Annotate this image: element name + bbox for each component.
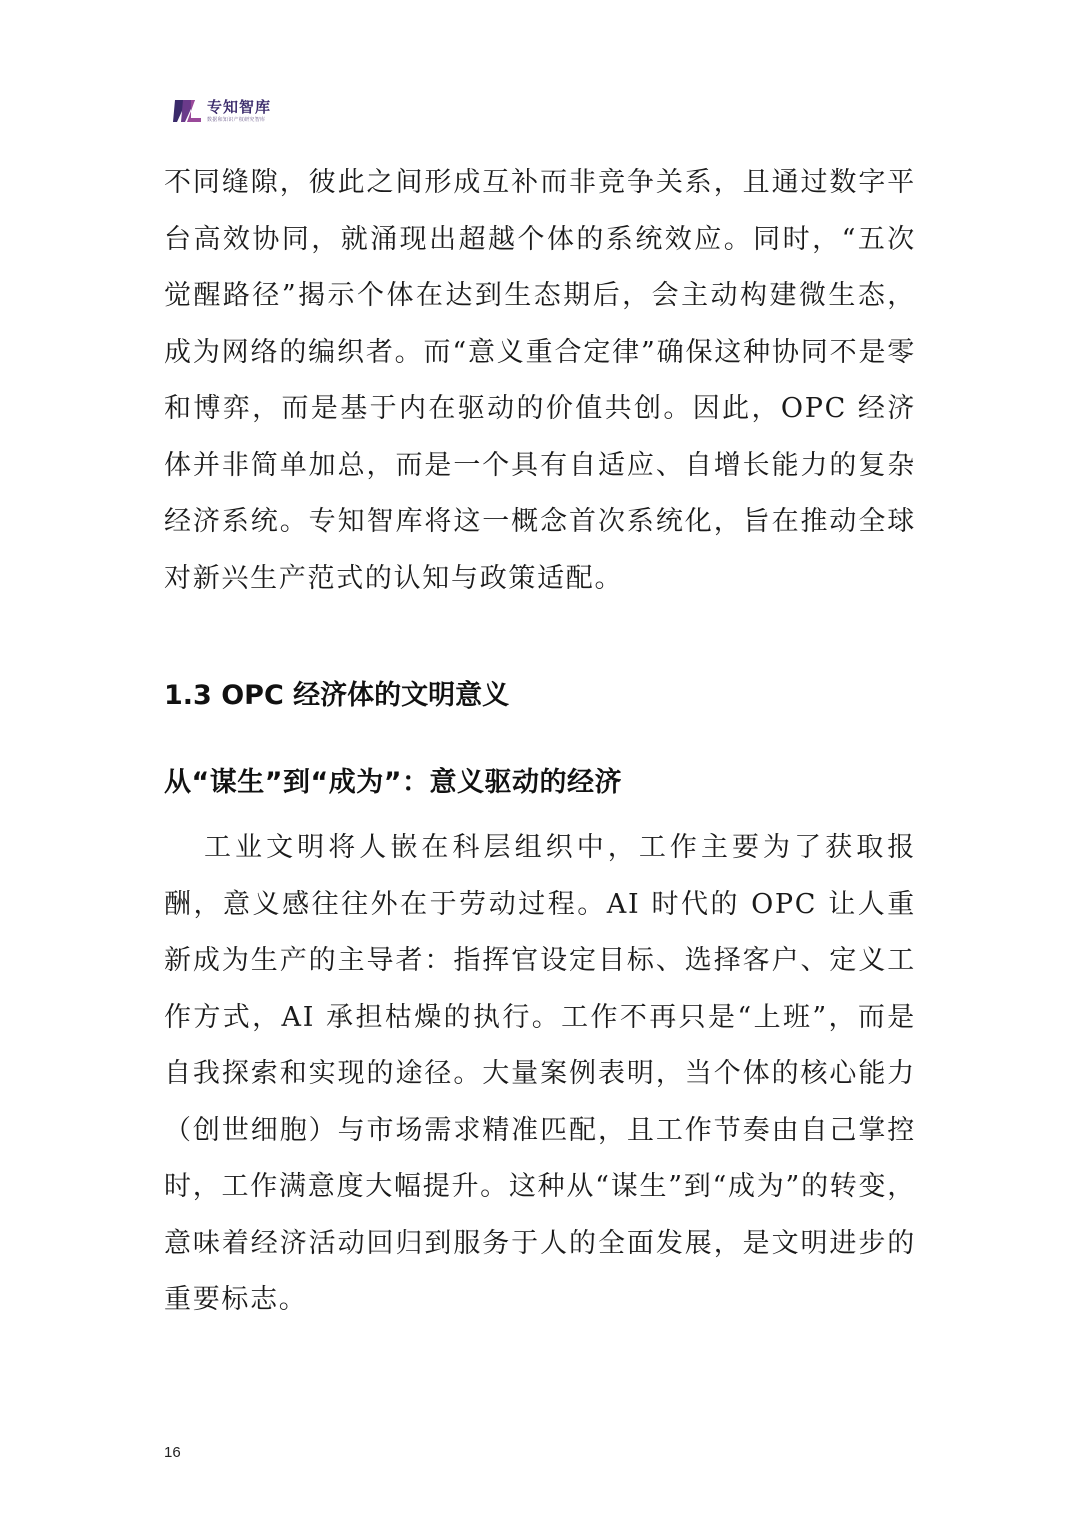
section-heading: 1.3 OPC 经济体的文明意义 (164, 680, 510, 711)
logo-title: 专知智库 (207, 97, 272, 116)
body-content-2 (164, 820, 916, 1329)
paragraph-1: 不同缝隙，彼此之间形成互补而非竞争关系，且通过数字平台高效协同，就涌现出超越个体的系统效应。同时，“五次觉醒路径”揭示个体在达到生态期后，会主动构建微生态，成为网络的编织者。而“意义重合定律”确保这种协同不是零和博弈，而是基于内在驱动的价值共创。因此，OPC 经济体并非简单加总，而是一个具有自适应、自增长能力的复杂经济系统。专知智库将这一概念首次系统化，旨在推动全球对新兴生产范式的认知与政策适配。 (164, 167, 916, 594)
paragraph-2: 工业文明将人嵌在科层组织中，工作主要为了获取报酬，意义感往往外在于劳动过程。AI 时代的 OPC 让人重新成为生产的主导者：指挥官设定目标、选择客户、定义工作方式，AI 承担枯燥的执行。工作不再只是“上班”，而是自我探索和实现的途径。大量案例表明，当个体的核心能力（创世细胞）与市场需求精准匹配，且工作节奏由自己掌控时，工作满意度大幅提升。这种从“谋生”到“成为”的转变，意味着经济活动回归到服务于人的全面发展，是文明进步的重要标志。 (164, 832, 916, 1315)
header-logo (173, 98, 271, 124)
logo-icon (173, 98, 203, 124)
page-number: 16 (164, 1444, 181, 1461)
logo-subtitle: 数据和知识产权研究智库 (207, 116, 266, 123)
body-content (164, 155, 916, 607)
sub-heading: 从“谋生”到“成为”：意义驱动的经济 (164, 767, 622, 798)
